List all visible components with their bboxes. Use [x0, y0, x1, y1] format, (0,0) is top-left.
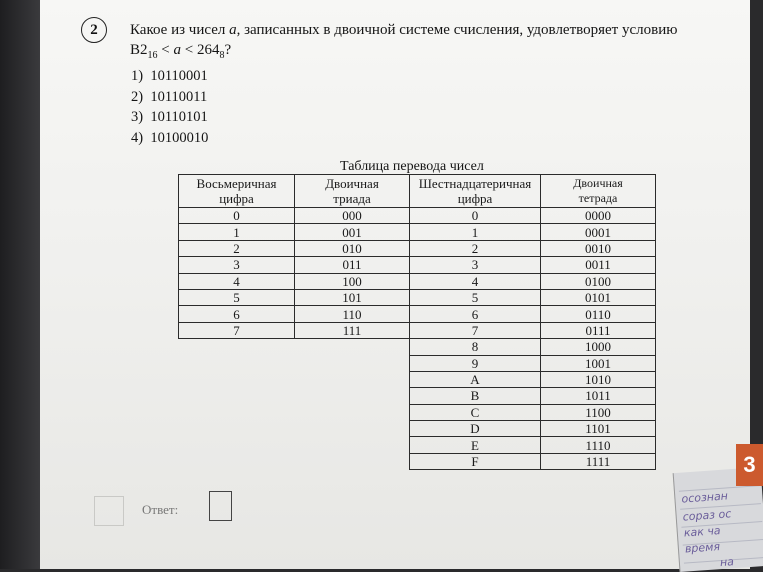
- table-row: [410, 208, 656, 224]
- table-row: [179, 257, 410, 273]
- note-line-5: на: [719, 555, 735, 570]
- hex-digit-cell: D: [410, 421, 541, 437]
- table-row: [410, 437, 656, 453]
- table-row: [179, 224, 410, 240]
- table-row: [179, 322, 410, 338]
- tetrad-cell: 0000: [541, 208, 656, 224]
- table-row: [410, 339, 656, 355]
- octal-table: [178, 174, 410, 339]
- hex-digit-cell: E: [410, 437, 541, 453]
- table-row: [410, 257, 656, 273]
- hex-digit-cell: 6: [410, 306, 541, 322]
- table-row: [179, 240, 410, 256]
- hex-digit-cell: 8: [410, 339, 541, 355]
- tetrad-cell: 0100: [541, 273, 656, 289]
- hex-digit-cell: F: [410, 453, 541, 469]
- octal-digit-cell: 1: [179, 224, 295, 240]
- table-row: [410, 289, 656, 305]
- option-4: 4) 10100010: [131, 129, 209, 146]
- table-row: [179, 306, 410, 322]
- octal-digit-cell: 0: [179, 208, 295, 224]
- note-line-2: сораз ос: [682, 507, 732, 524]
- answer-input[interactable]: [209, 491, 232, 521]
- tetrad-cell: 1101: [541, 421, 656, 437]
- note-line-3: как ча: [683, 524, 721, 540]
- hex-digit-cell: A: [410, 371, 541, 387]
- hex-digit-cell: 2: [410, 240, 541, 256]
- next-page-tab[interactable]: 3: [736, 444, 763, 486]
- condition: $B2_{16} < a < 264_8$?: [130, 42, 232, 61]
- hex-table: [409, 174, 656, 470]
- triad-cell: 011: [295, 257, 410, 273]
- hex-digit-cell: B: [410, 388, 541, 404]
- table-row: [410, 240, 656, 256]
- tetrad-cell: 1111: [541, 453, 656, 469]
- octal-digit-cell: 3: [179, 257, 295, 273]
- tetrad-cell: 1000: [541, 339, 656, 355]
- header-triad: Двоичная триада: [295, 175, 410, 208]
- header-tetrad: Двоичная тетрада: [541, 175, 656, 208]
- table-row: [410, 404, 656, 420]
- question-number-badge: 2: [81, 17, 107, 43]
- tetrad-cell: 0001: [541, 224, 656, 240]
- header-hex: Шестнадцатеричная цифра: [410, 175, 541, 208]
- table-row: [410, 421, 656, 437]
- option-1: 1) 10110001: [131, 68, 208, 84]
- table-row: [410, 322, 656, 338]
- table-row: [410, 306, 656, 322]
- answer-label: Ответ:: [142, 502, 179, 517]
- tetrad-cell: 0010: [541, 240, 656, 256]
- answer-options: [131, 66, 208, 148]
- octal-digit-cell: 7: [179, 322, 295, 338]
- tetrad-cell: 0110: [541, 306, 656, 322]
- triad-cell: 111: [295, 322, 410, 338]
- hex-digit-cell: 9: [410, 355, 541, 371]
- tetrad-cell: 1001: [541, 355, 656, 371]
- table-title: Таблица перевода чисел: [340, 159, 484, 174]
- hex-digit-cell: 0: [410, 208, 541, 224]
- table-row: [410, 224, 656, 240]
- answer-checkbox[interactable]: [94, 496, 124, 526]
- table-row: [410, 273, 656, 289]
- octal-digit-cell: 2: [179, 240, 295, 256]
- tetrad-cell: 1100: [541, 404, 656, 420]
- table-row: [410, 355, 656, 371]
- tetrad-cell: 1110: [541, 437, 656, 453]
- header-octal: Восьмеричная цифра: [179, 175, 295, 208]
- tetrad-cell: 1010: [541, 371, 656, 387]
- tetrad-cell: 0101: [541, 289, 656, 305]
- triad-cell: 010: [295, 240, 410, 256]
- option-2: 2) 10110011: [131, 88, 208, 105]
- triad-cell: 100: [295, 273, 410, 289]
- octal-digit-cell: 4: [179, 273, 295, 289]
- note-line-4: время: [684, 540, 721, 556]
- option-3: 3) 10110101: [131, 109, 208, 125]
- triad-cell: 001: [295, 224, 410, 240]
- table-row: [179, 273, 410, 289]
- note-line-1: осознан: [681, 489, 729, 506]
- hex-digit-cell: 4: [410, 273, 541, 289]
- hex-digit-cell: 5: [410, 289, 541, 305]
- table-row: [179, 208, 410, 224]
- triad-cell: 101: [295, 289, 410, 305]
- hex-digit-cell: 3: [410, 257, 541, 273]
- tetrad-cell: 1011: [541, 388, 656, 404]
- triad-cell: 110: [295, 306, 410, 322]
- tetrad-cell: 0111: [541, 322, 656, 338]
- hex-digit-cell: 7: [410, 322, 541, 338]
- hex-digit-cell: C: [410, 404, 541, 420]
- desk-edge: [0, 0, 40, 569]
- tetrad-cell: 0011: [541, 257, 656, 273]
- triad-cell: 000: [295, 208, 410, 224]
- table-row: [410, 371, 656, 387]
- hex-digit-cell: 1: [410, 224, 541, 240]
- octal-digit-cell: 5: [179, 289, 295, 305]
- table-row: [179, 289, 410, 305]
- table-row: [410, 388, 656, 404]
- question-text: Какое из чисел a, записанных в двоичной системе счисления, удовлетворяет условию $B2_{16} < a < 264_8$?: [130, 22, 678, 61]
- table-row: [410, 453, 656, 469]
- octal-digit-cell: 6: [179, 306, 295, 322]
